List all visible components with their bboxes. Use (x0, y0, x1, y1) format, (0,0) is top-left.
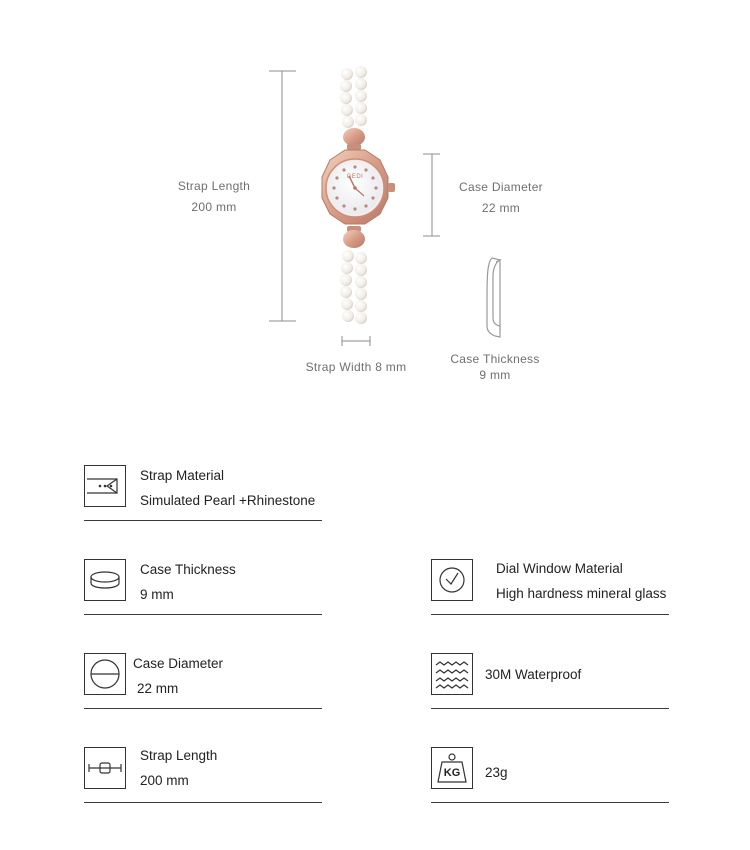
divider (84, 802, 322, 803)
divider (431, 802, 669, 803)
case-thickness-value: 9 mm (140, 587, 174, 602)
case-thickness-icon (84, 559, 126, 601)
divider (84, 614, 322, 615)
weight-title: 23g (485, 765, 508, 780)
divider (84, 520, 322, 521)
lower-pearl-strap (340, 250, 367, 324)
watch-dial-icon (431, 559, 473, 601)
case-side-profile (487, 258, 500, 337)
water-waves-icon (431, 653, 473, 695)
case-diameter-dimension (423, 154, 440, 236)
strap-length-value: 200 mm (140, 773, 189, 788)
case-diameter-value: 22 mm (481, 201, 521, 215)
case-thickness-label: Case Thickness (450, 352, 540, 366)
upper-connector (343, 128, 365, 150)
case-diameter-value: 22 mm (137, 681, 179, 696)
strap-length-label: Strap Length (177, 179, 251, 193)
waterproof-title: 30M Waterproof (485, 667, 582, 682)
watch-illustration (0, 0, 750, 400)
weight-icon-text: KG (443, 767, 461, 779)
case-diameter-title: Case Diameter (133, 656, 224, 671)
case-thickness-value: 9 mm (479, 368, 511, 382)
dial-window-value: High hardness mineral glass (496, 586, 667, 601)
upper-pearl-strap (340, 66, 367, 128)
strap-width-dimension (342, 336, 370, 346)
weight-icon (431, 747, 473, 789)
divider (431, 614, 669, 615)
dial-brand: GEDI (346, 174, 364, 180)
watch-case (322, 150, 395, 224)
strap-length-icon (84, 747, 126, 789)
case-thickness-title: Case Thickness (140, 562, 236, 577)
divider (84, 708, 322, 709)
strap-icon (84, 465, 126, 507)
watch-diagram (0, 0, 750, 400)
dial-window-title: Dial Window Material (496, 561, 623, 576)
strap-width-label: Strap Width 8 mm (305, 360, 407, 374)
strap-material-value: Simulated Pearl +Rhinestone (140, 493, 316, 508)
strap-material-title: Strap Material (140, 468, 225, 483)
case-diameter-icon (84, 653, 126, 695)
lower-connector (343, 226, 365, 248)
strap-length-dimension (269, 71, 296, 321)
strap-length-value: 200 mm (191, 200, 237, 214)
strap-length-title: Strap Length (140, 748, 218, 763)
divider (431, 708, 669, 709)
case-diameter-label: Case Diameter (459, 180, 543, 194)
